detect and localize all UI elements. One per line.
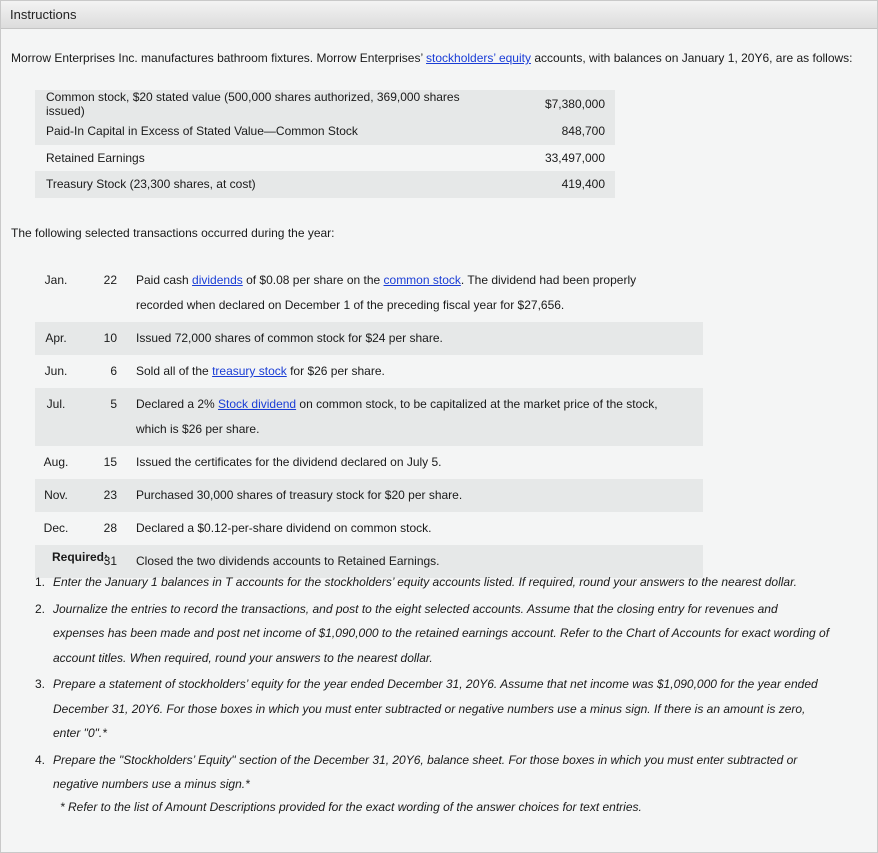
- requirement-item: [35, 672, 831, 746]
- requirement-text: Journalize the entries to record the transactions, and post to the eight selected accounts. Assume that the closing entry for revenues and expenses has been made and post net income of $1,090,000 to the retained earnings account. Refer to the Chart of Accounts for exact wording of account titles. When required, round your answers to the nearest dollar.: [53, 601, 830, 665]
- requirement-item: [35, 570, 831, 595]
- required-heading: Required:: [52, 550, 109, 564]
- requirement-item: [35, 597, 831, 671]
- account-label: Paid-In Capital in Excess of Stated Value—Common Stock: [35, 118, 485, 145]
- transaction-row: [35, 322, 703, 355]
- table-row: [35, 145, 615, 172]
- transaction-text: Paid cash: [136, 273, 193, 287]
- transaction-day: 28: [103, 521, 117, 535]
- account-balance: 33,497,000: [544, 150, 605, 165]
- common-stock-link[interactable]: common stock: [383, 273, 461, 287]
- transaction-text: on common stock, to be capitalized at the market price of the stock,: [296, 397, 658, 411]
- transaction-month: Jan.: [44, 273, 68, 287]
- table-row: [35, 171, 615, 198]
- requirement-text: Prepare a statement of stockholders’ equity for the year ended December 31, 20Y6. Assume that net income was $1,090,000 for the year ended December 31, 20Y6. For those boxes in which you must enter subtracted or negative numbers use a minus sign. If there is an amount is zero, enter "0".*: [53, 677, 818, 740]
- transaction-row: [35, 512, 703, 545]
- transaction-month: Apr.: [45, 331, 67, 345]
- transactions-list: [35, 264, 703, 578]
- requirements-list: [1, 570, 831, 799]
- transaction-text: which is $26 per share.: [136, 422, 260, 436]
- transaction-day: 31: [103, 554, 117, 568]
- account-balance: 419,400: [485, 171, 615, 198]
- transaction-description: Issued 72,000 shares of common stock for $24 per share.: [136, 331, 443, 345]
- transaction-day: 22: [103, 273, 117, 287]
- transaction-month: Jun.: [44, 364, 68, 378]
- transaction-text: of $0.08 per share on the: [242, 273, 384, 287]
- transaction-description: Closed the two dividends accounts to Retained Earnings.: [136, 554, 440, 568]
- requirement-text: Enter the January 1 balances in T accounts for the stockholders’ equity accounts listed. If required, round your answers to the nearest dollar.: [53, 575, 797, 589]
- footnote: * Refer to the list of Amount Descriptions provided for the exact wording of the answer choices for text entries.: [60, 800, 642, 814]
- transaction-description: [136, 268, 696, 318]
- requirement-number: 4.: [35, 752, 46, 767]
- transaction-text: Sold all of the: [136, 364, 213, 378]
- account-label: Treasury Stock (23,300 shares, at cost): [35, 171, 485, 198]
- requirement-number: 2.: [35, 601, 46, 616]
- intro-text-after: accounts, with balances on January 1, 20Y6, are as follows:: [530, 51, 853, 65]
- requirement-number: 3.: [35, 677, 46, 691]
- intro-paragraph: [11, 51, 853, 65]
- panel-title: Instructions: [10, 7, 77, 22]
- requirement-text: Prepare the "Stockholders’ Equity" section of the December 31, 20Y6, balance sheet. For those boxes in which you must enter subtracted or negative numbers use a minus sign.*: [53, 752, 798, 791]
- transactions-intro: The following selected transactions occurred during the year:: [11, 226, 335, 240]
- dividends-link[interactable]: dividends: [192, 273, 243, 287]
- transaction-description: Declared a $0.12-per-share dividend on common stock.: [136, 521, 432, 535]
- transaction-row: [35, 479, 703, 512]
- transaction-day: 6: [110, 364, 117, 378]
- intro-text-before: Morrow Enterprises Inc. manufactures bathroom fixtures. Morrow Enterprises’: [11, 51, 427, 65]
- equity-balances-table: [35, 90, 615, 198]
- transaction-day: 15: [103, 455, 117, 469]
- account-balance: 848,700: [485, 118, 615, 145]
- transaction-month: Jul.: [46, 397, 66, 411]
- transaction-month: Dec.: [43, 521, 69, 535]
- transaction-description: Issued the certificates for the dividend declared on July 5.: [136, 455, 442, 469]
- transaction-month: Nov.: [44, 488, 68, 502]
- account-balance: $7,380,000: [485, 90, 615, 118]
- transaction-description: [136, 359, 696, 384]
- account-label: Common stock, $20 stated value (500,000 shares authorized, 369,000 shares issued): [35, 90, 485, 118]
- transaction-row: [35, 446, 703, 479]
- transaction-day: 10: [103, 331, 117, 345]
- transaction-text: . The dividend had been properly: [460, 273, 637, 287]
- transaction-row: [35, 264, 703, 322]
- transaction-row: [35, 355, 703, 388]
- account-label: Retained Earnings: [46, 150, 145, 165]
- panel-header: [1, 1, 877, 29]
- transaction-month: Aug.: [43, 455, 69, 469]
- transaction-day: 5: [110, 397, 117, 411]
- transaction-text: Declared a 2%: [136, 397, 219, 411]
- stock-dividend-link[interactable]: Stock dividend: [218, 397, 297, 411]
- requirement-number: 1.: [35, 575, 46, 589]
- transaction-day: 23: [103, 488, 117, 502]
- transaction-description: [136, 392, 696, 442]
- table-row: [35, 90, 615, 118]
- stockholders-equity-link[interactable]: stockholders’ equity: [426, 51, 531, 65]
- transaction-text: recorded when declared on December 1 of the preceding fiscal year for $27,656.: [136, 298, 565, 312]
- transaction-text: for $26 per share.: [286, 364, 385, 378]
- table-row: [35, 118, 615, 145]
- treasury-stock-link[interactable]: treasury stock: [212, 364, 287, 378]
- requirement-item: [35, 748, 831, 797]
- transaction-description: Purchased 30,000 shares of treasury stock for $20 per share.: [136, 488, 463, 502]
- transaction-row: [35, 388, 703, 446]
